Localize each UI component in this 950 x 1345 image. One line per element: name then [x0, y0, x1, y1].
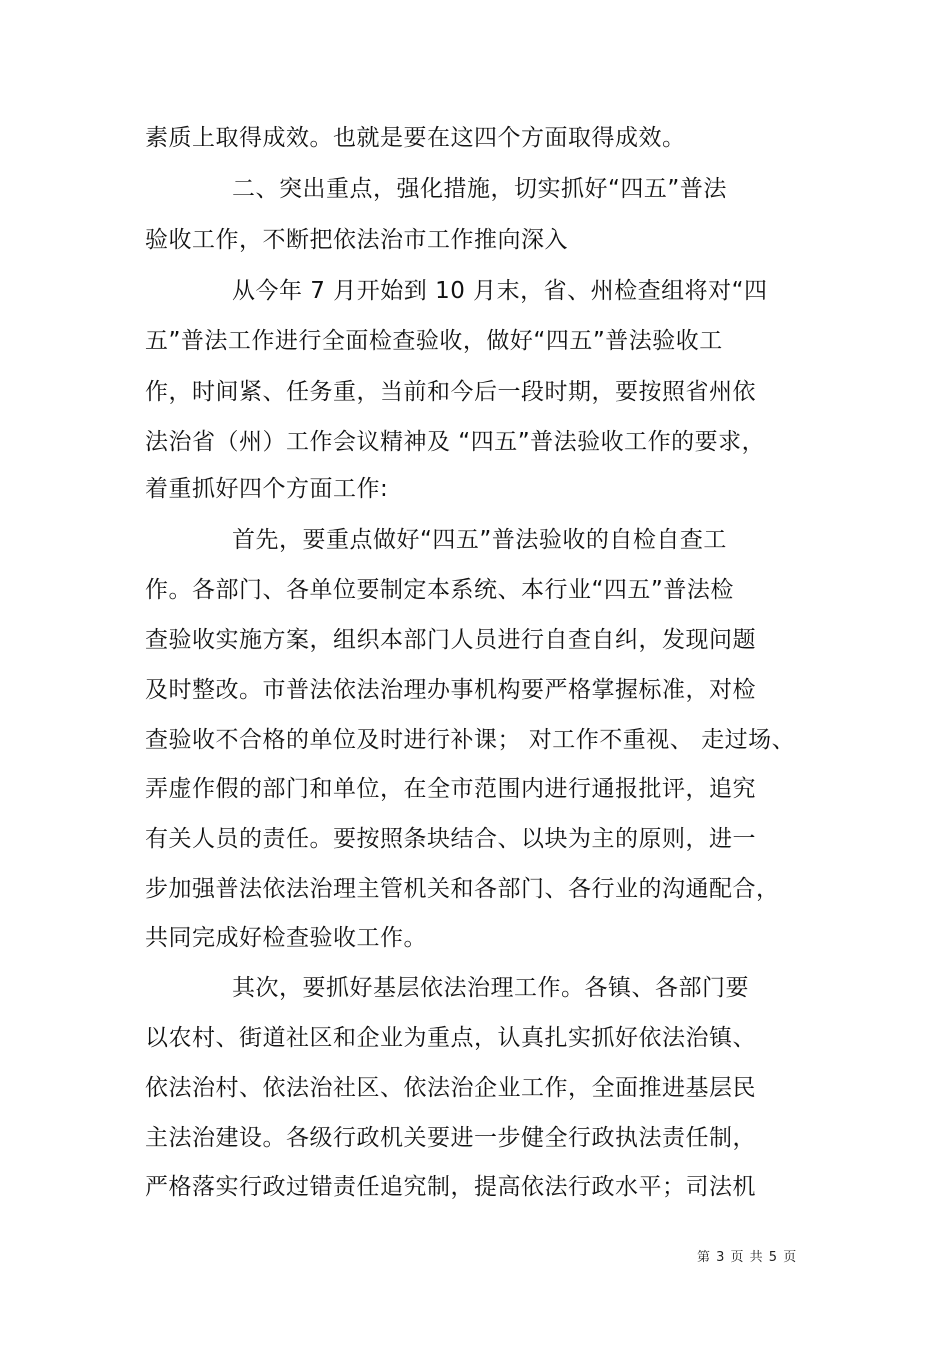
text-line-8: 着重抓好四个方面工作:	[145, 476, 389, 502]
text-line-11: 查验收实施方案，组织本部门人员进行自查自纠，发现问题	[145, 627, 756, 653]
text-line-15: 有关人员的责任。要按照条块结合、以块为主的原则，进一	[145, 826, 756, 852]
text-line-14: 弄虚作假的部门和单位，在全市范围内进行通报批评，追究	[145, 776, 756, 802]
text-line-10: 作。各部门、各单位要制定本系统、本行业“四五”普法检	[145, 577, 734, 603]
text-line-9: 首先，要重点做好“四五”普法验收的自检自查工	[232, 527, 727, 553]
text-line-16: 步加强普法依法治理主管机关和各部门、各行业的沟通配合，	[145, 876, 780, 902]
text-line-5: 五”普法工作进行全面检查验收，做好“四五”普法验收工	[145, 328, 723, 354]
text-line-6: 作，时间紧、任务重，当前和今后一段时期，要按照省州依	[145, 379, 756, 405]
text-line-20: 依法治村、依法治社区、依法治企业工作，全面推进基层民	[145, 1075, 756, 1101]
section-heading-line-1: 二、突出重点，强化措施，切实抓好“四五”普法	[232, 176, 727, 202]
text-line-13: 查验收不合格的单位及时进行补课； 对工作不重视、 走过场、	[145, 727, 796, 753]
text-line-1: 素质上取得成效。也就是要在这四个方面取得成效。	[145, 125, 686, 151]
text-line-17: 共同完成好检查验收工作。	[145, 925, 427, 951]
text-line-22: 严格落实行政过错责任追究制，提高依法行政水平；司法机	[145, 1174, 756, 1200]
text-line-12: 及时整改。市普法依法治理办事机构要严格掌握标准，对检	[145, 677, 756, 703]
page-number-footer: 第 3 页 共 5 页	[697, 1250, 798, 1265]
text-line-21: 主法治建设。各级行政机关要进一步健全行政执法责任制，	[145, 1125, 756, 1151]
text-line-19: 以农村、街道社区和企业为重点，认真扎实抓好依法治镇、	[145, 1025, 756, 1051]
text-line-7: 法治省（州）工作会议精神及 “四五”普法验收工作的要求，	[145, 429, 766, 455]
text-line-4: 从今年 7 月开始到 10 月末，省、州检查组将对“四	[232, 278, 768, 304]
section-heading-line-2: 验收工作，不断把依法治市工作推向深入	[145, 227, 568, 253]
text-line-18: 其次，要抓好基层依法治理工作。各镇、各部门要	[232, 975, 749, 1001]
